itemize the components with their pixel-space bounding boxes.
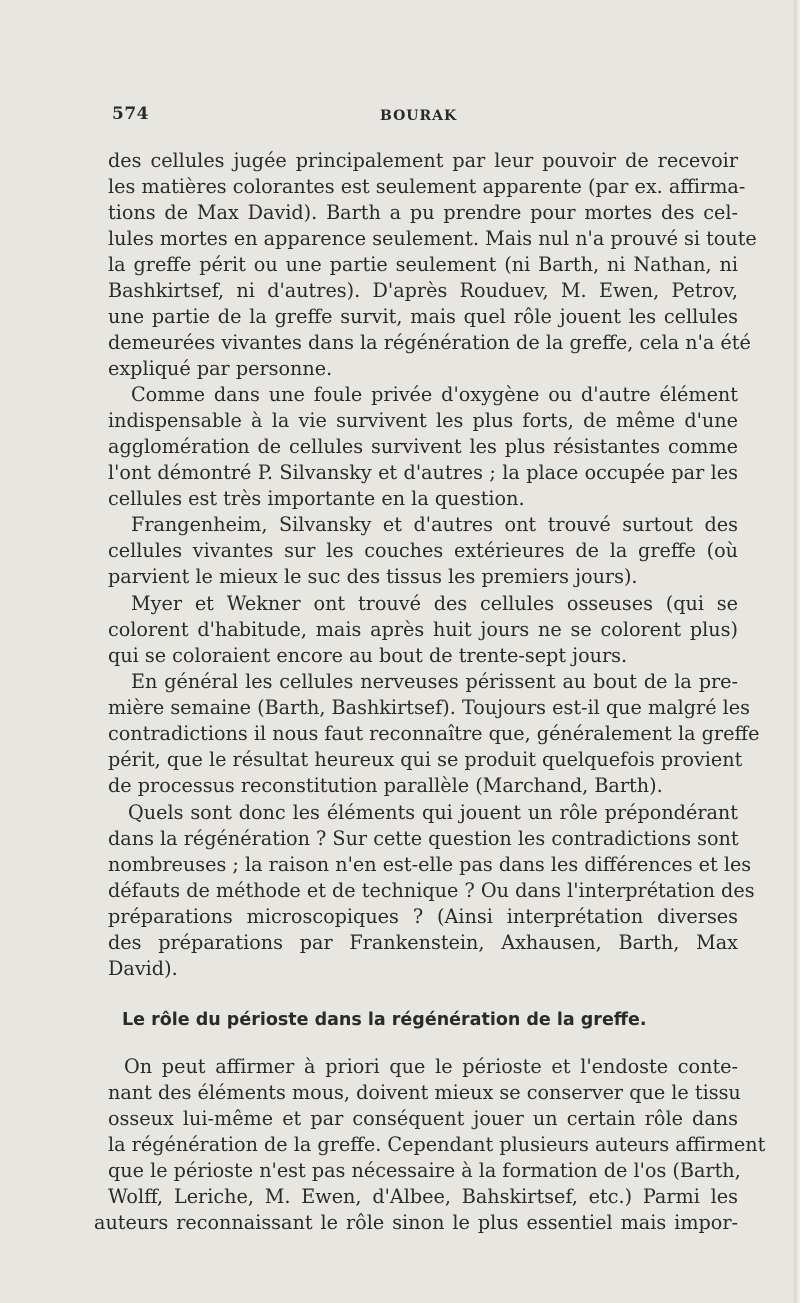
text-line: parvient le mieux le suc des tissus les premiers jours).	[108, 565, 638, 588]
text-line: Bashkirtsef, ni d'autres). D'après Rouduev, M. Ewen, Petrov,	[108, 279, 738, 302]
text-line: préparations microscopiques ? (Ainsi interprétation diverses	[108, 905, 738, 928]
text-line: Myer et Wekner ont trouvé des cellules osseuses (qui se	[131, 592, 738, 615]
text-line: nombreuses ; la raison n'en est-elle pas dans les différences et les	[108, 853, 752, 876]
text-line: l'ont démontré P. Silvansky et d'autres ; la place occupée par les	[108, 461, 738, 484]
text-line: tions de Max David). Barth a pu prendre pour mortes des cel-	[108, 201, 738, 224]
text-line: des préparations par Frankenstein, Axhausen, Barth, Max	[108, 931, 738, 954]
text-line: expliqué par personne.	[108, 357, 333, 380]
text-line: indispensable à la vie survivent les plus forts, de même d'une	[108, 409, 738, 432]
text-line: périt, que le résultat heureux qui se produit quelquefois provient	[108, 748, 743, 771]
text-line: agglomération de cellules survivent les plus résistantes comme	[108, 435, 738, 458]
text-line: défauts de méthode et de technique ? Ou dans l'interprétation des	[108, 879, 755, 902]
text-line: cellules est très importante en la question.	[108, 487, 525, 510]
text-line: David).	[108, 957, 178, 980]
text-line: auteurs reconnaissant le rôle sinon le plus essentiel mais impor-	[94, 1211, 738, 1234]
text-line: nant des éléments mous, doivent mieux se conserver que le tissu	[108, 1081, 741, 1104]
page-edge	[794, 0, 800, 1303]
text-line: de processus reconstitution parallèle (Marchand, Barth).	[108, 774, 663, 797]
text-line: Frangenheim, Silvansky et d'autres ont trouvé surtout des	[131, 513, 738, 536]
text-line: Quels sont donc les éléments qui jouent un rôle prépondérant	[128, 801, 738, 824]
text-line: que le périoste n'est pas nécessaire à la formation de l'os (Barth,	[108, 1159, 741, 1182]
text-line: On peut affirmer à priori que le périoste et l'endoste conte-	[124, 1055, 738, 1078]
text-line: demeurées vivantes dans la régénération de la greffe, cela n'a été	[108, 331, 751, 354]
text-line: osseux lui-même et par conséquent jouer un certain rôle dans	[108, 1107, 738, 1130]
text-line: mière semaine (Barth, Bashkirtsef). Toujours est-il que malgré les	[108, 696, 751, 719]
text-line: contradictions il nous faut reconnaître que, généralement la greffe	[108, 722, 760, 745]
text-line: des cellules jugée principalement par leur pouvoir de recevoir	[108, 149, 738, 172]
text-line: les matières colorantes est seulement apparente (par ex. affirma-	[108, 175, 746, 198]
text-line: colorent d'habitude, mais après huit jours ne se colorent plus)	[108, 618, 738, 641]
text-line: une partie de la greffe survit, mais quel rôle jouent les cellules	[108, 305, 738, 328]
text-line: lules mortes en apparence seulement. Mais nul n'a prouvé si toute	[108, 227, 757, 250]
page-header	[0, 104, 800, 134]
text-line: Comme dans une foule privée d'oxygène ou d'autre élément	[131, 383, 738, 406]
page-number: 574	[112, 104, 149, 124]
text-line: Wolff, Leriche, M. Ewen, d'Albee, Bahskirtsef, etc.) Parmi les	[108, 1185, 738, 1208]
section-heading: Le rôle du périoste dans la régénération de la greffe.	[122, 1010, 647, 1030]
running-head: BOURAK	[380, 108, 458, 124]
text-line: qui se coloraient encore au bout de trente-sept jours.	[108, 644, 628, 667]
text-line: la greffe périt ou une partie seulement (ni Barth, ni Nathan, ni	[108, 253, 738, 276]
text-line: la régénération de la greffe. Cependant plusieurs auteurs affirment	[108, 1133, 766, 1156]
text-line: dans la régénération ? Sur cette question les contradictions sont	[108, 827, 739, 850]
text-line: cellules vivantes sur les couches extérieures de la greffe (où	[108, 539, 738, 562]
text-line: En général les cellules nerveuses périssent au bout de la pre-	[131, 670, 738, 693]
